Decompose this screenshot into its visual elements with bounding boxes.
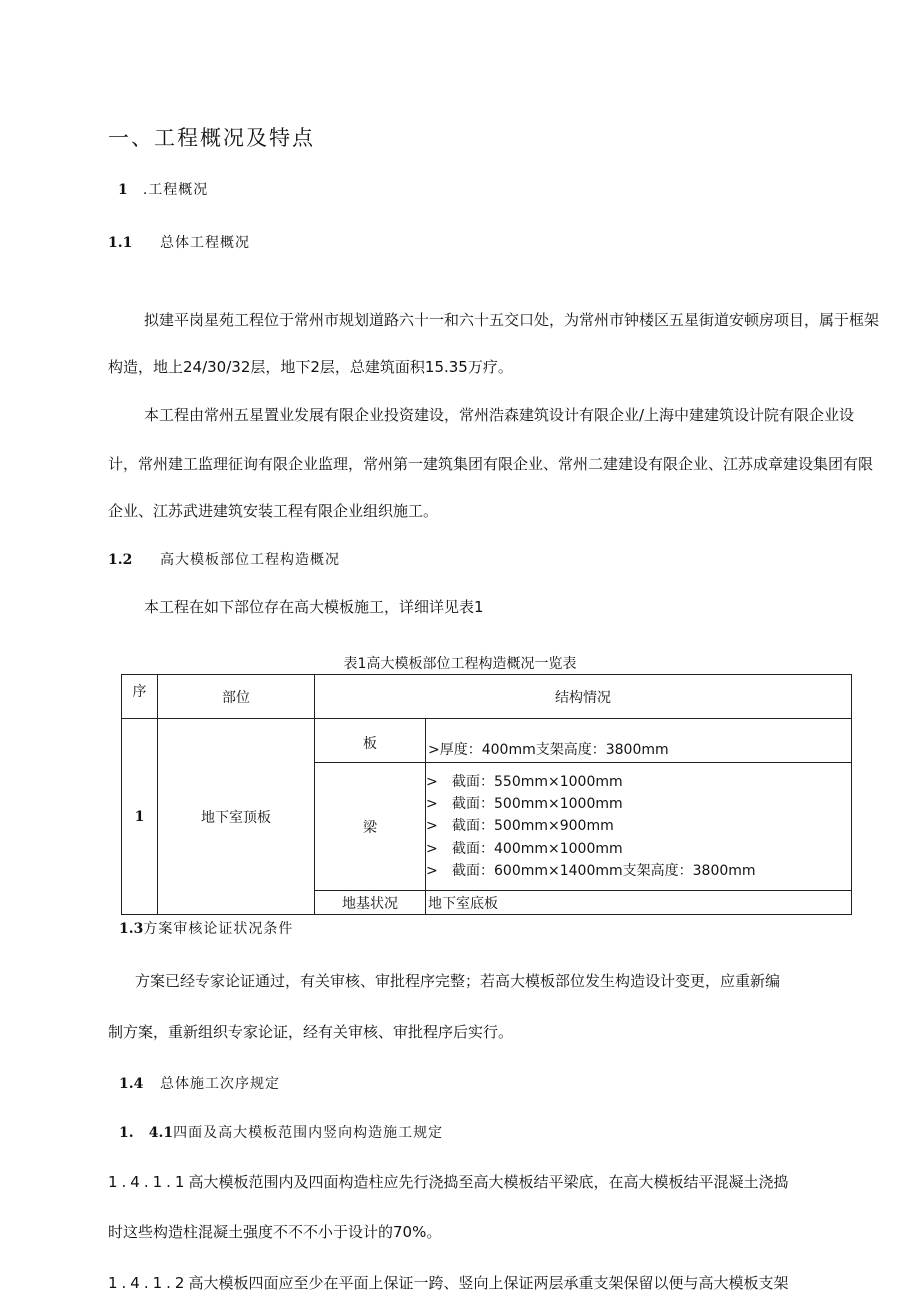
cell-foundation-label: 地基状况	[315, 891, 426, 915]
section-title: .工程概况	[142, 182, 209, 198]
paragraph-line: 计，常州建工监理征询有限企业监理，常州第一建筑集团有限企业、常州二建建设有限企业、江苏成章建设集团有限	[108, 455, 874, 473]
arrow-icon: >	[426, 796, 438, 813]
cell-slab-label: 板	[315, 719, 426, 763]
clause-text: 高大模板范围内及四面构造柱应先行浇捣至高大模板结平梁底，在高大模板结平混凝土浇捣	[188, 1173, 789, 1191]
beam-spec: 截面：500mm×900mm	[452, 818, 614, 835]
cell-seq: 1	[122, 719, 158, 915]
cell-slab-value: >厚度：400mm支架高度：3800mm	[426, 719, 852, 763]
beam-spec: 截面：600mm×1400mm支架高度：3800mm	[452, 862, 756, 879]
section-1-4-heading	[119, 1073, 280, 1092]
paragraph-line: 方案已经专家论证通过，有关审核、审批程序完整；若高大模板部位发生构造设计变更，应重新编	[135, 972, 781, 990]
cell-part: 地下室顶板	[158, 719, 315, 915]
table-intro: 本工程在如下部位存在高大模板施工，详细详见表1	[144, 598, 484, 616]
section-number: 1.3	[119, 921, 144, 937]
arrow-icon: >	[426, 862, 438, 879]
section-1-3-heading	[119, 918, 293, 938]
section-title: 四面及高大模板范围内竖向构造施工规定	[173, 1125, 444, 1141]
section-title: 高大模板部位工程构造概况	[160, 552, 340, 568]
beam-item	[426, 838, 851, 860]
cell-beam-list	[426, 763, 852, 891]
beam-spec: 截面：550mm×1000mm	[452, 773, 623, 790]
header-seq: 序	[122, 675, 158, 719]
section-heading: 一、工程概况及特点	[108, 126, 315, 150]
header-structure: 结构情况	[315, 675, 852, 719]
structure-table	[121, 674, 852, 915]
section-number: 1.	[119, 1125, 134, 1141]
header-part: 部位	[158, 675, 315, 719]
cell-beam-label: 梁	[315, 763, 426, 891]
arrow-icon: >	[426, 840, 438, 857]
paragraph-line	[108, 1171, 789, 1192]
section-number: 1.2	[108, 552, 133, 568]
paragraph-line: 企业、江苏武进建筑安装工程有限企业组织施工。	[108, 502, 439, 520]
section-title: 总体施工次序规定	[160, 1076, 280, 1092]
beam-spec: 截面：500mm×1000mm	[452, 796, 623, 813]
table-row	[122, 719, 852, 763]
beam-item	[426, 771, 851, 793]
arrow-icon: >	[426, 773, 438, 790]
paragraph-line: 本工程由常州五星置业发展有限企业投资建设，常州浩森建筑设计有限企业/上海中建建筑设计院有限企业设	[144, 406, 855, 424]
paragraph-line	[108, 1272, 789, 1293]
section-title: 总体工程概况	[160, 235, 250, 251]
arrow-icon: >	[426, 818, 438, 835]
paragraph-line: 构造，地上24/30/32层，地下2层，总建筑面积15.35万疗。	[108, 358, 513, 376]
section-number: 1.1	[108, 235, 133, 251]
table-caption: 表1高大模板部位工程构造概况一览表	[343, 656, 577, 672]
section-1-1-heading	[108, 232, 250, 251]
clause-text: 高大模板四面应至少在平面上保证一跨、竖向上保证两层承重支架保留以便与高大模板支架	[188, 1274, 789, 1292]
clause-number: 1.4.1.2	[108, 1274, 189, 1292]
section-number: 4.1	[148, 1125, 174, 1141]
beam-item	[426, 793, 851, 815]
paragraph-line: 时这些构造柱混凝土强度不不不小于设计的70%。	[108, 1223, 442, 1241]
section-number: 1.4	[119, 1076, 144, 1092]
section-title: 方案审核论证状况条件	[143, 921, 294, 937]
section-1-heading	[118, 179, 208, 199]
section-1-4-1-heading	[119, 1122, 443, 1142]
beam-item	[426, 860, 851, 882]
beam-spec: 截面：400mm×1000mm	[452, 840, 623, 857]
cell-foundation-value: 地下室底板	[426, 891, 852, 915]
beam-item	[426, 815, 851, 837]
table-header-row	[122, 675, 852, 719]
section-1-2-heading	[108, 549, 340, 568]
section-number: 1	[118, 182, 128, 198]
paragraph-line: 制方案，重新组织专家论证，经有关审核、审批程序后实行。	[108, 1023, 514, 1041]
clause-number: 1.4.1.1	[108, 1173, 189, 1191]
paragraph-line: 拟建平岗星苑工程位于常州市规划道路六十一和六十五交口处，为常州市钟楼区五星街道安顿房项目，属于框架	[144, 311, 880, 329]
